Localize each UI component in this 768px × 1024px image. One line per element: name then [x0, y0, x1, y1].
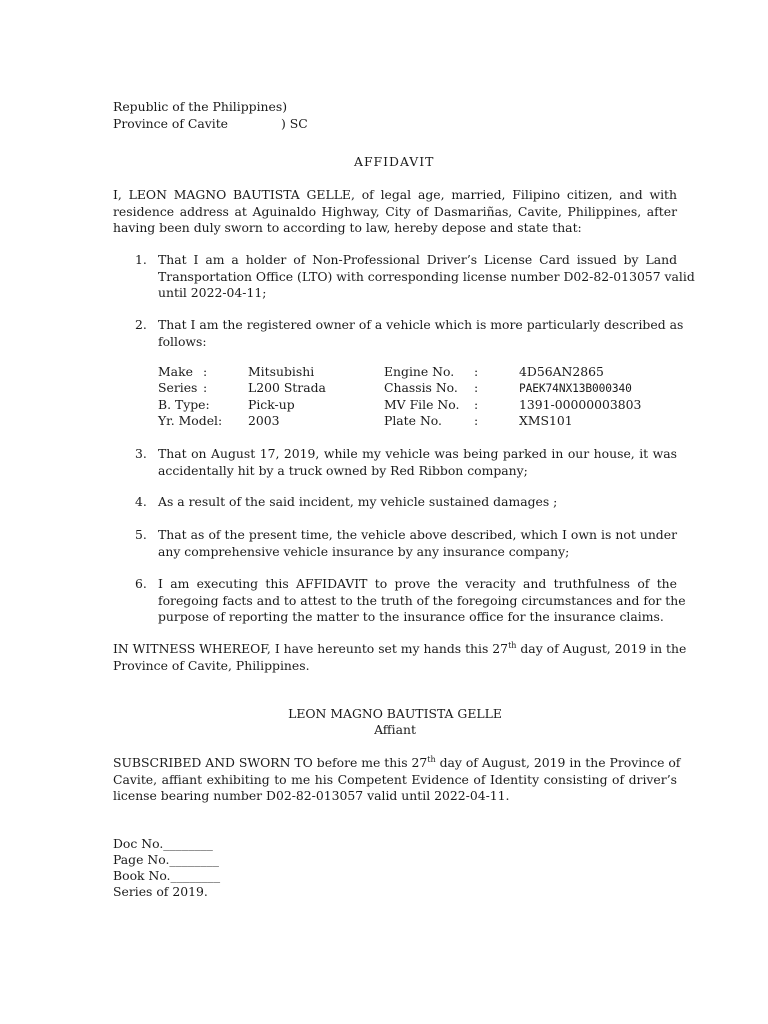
vehicle-value-chassis: PAEK74NX13B000340: [519, 382, 632, 395]
vehicle-label-series: Series: [158, 380, 198, 395]
witness-ordinal-suffix: th: [508, 640, 517, 650]
vehicle-value-plate: XMS101: [519, 413, 573, 428]
jurat-line-1-b: day of August, 2019 in the Province of: [435, 755, 681, 770]
jurat-ordinal-suffix: th: [427, 754, 436, 764]
item-6-line-1: I am executing this AFFIDAVIT to prove the veracity and truthfulness of the: [158, 576, 677, 591]
item-4-text: [158, 494, 677, 511]
document-title: AFFIDAVIT: [354, 154, 435, 169]
intro-paragraph: [113, 187, 677, 237]
item-3-text: [158, 446, 677, 479]
item-5-line-1: That as of the present time, the vehicle above described, which I own is not under: [158, 527, 677, 542]
notarial-book-no: Book No.________: [113, 868, 221, 883]
vehicle-label-engine: Engine No.: [384, 364, 455, 379]
affiant-name: LEON MAGNO BAUTISTA GELLE: [288, 706, 502, 721]
witness-line-1-a: IN WITNESS WHEREOF, I have hereunto set my hands this 27: [113, 641, 509, 656]
item-2-number: 2.: [135, 317, 147, 332]
vehicle-value-body-type: Pick-up: [248, 397, 295, 412]
vehicle-label-year-model: Yr. Model:: [158, 413, 223, 428]
witness-line-1-b: day of August, 2019 in the: [516, 641, 687, 656]
item-5-line-2: any comprehensive vehicle insurance by any insurance company;: [158, 543, 570, 559]
affiant-role: Affiant: [374, 722, 416, 737]
vehicle-value-engine: 4D56AN2865: [519, 364, 604, 379]
item-6-line-2: foregoing facts and to attest to the truth of the foregoing circumstances and for the: [158, 592, 686, 608]
vehicle-label-mv-file: MV File No.: [384, 397, 460, 412]
item-1-number: 1.: [135, 252, 147, 267]
jurat-line-2: Cavite, affiant exhibiting to me his Competent Evidence of Identity consisting of driver’s: [113, 771, 677, 787]
vehicle-sep: :: [474, 397, 479, 412]
item-5-text: [158, 527, 677, 560]
item-6-text: [158, 576, 686, 626]
intro-line-1: I, LEON MAGNO BAUTISTA GELLE, of legal age, married, Filipino citizen, and with: [113, 187, 677, 202]
vehicle-label-plate: Plate No.: [384, 413, 442, 428]
jurat-line-1-a: SUBSCRIBED AND SWORN TO before me this 27: [113, 755, 428, 770]
item-4-number: 4.: [135, 494, 147, 509]
item-5-number: 5.: [135, 527, 147, 542]
header-line-2-left: Province of Cavite: [113, 116, 229, 131]
jurat-line-3: license bearing number D02-82-013057 valid until 2022-04-11.: [113, 788, 510, 803]
item-2-line-2: follows:: [158, 333, 207, 349]
notarial-page-no: Page No.________: [113, 852, 219, 867]
item-1-text: [158, 252, 695, 302]
vehicle-value-year-model: 2003: [248, 413, 280, 428]
vehicle-sep: :: [474, 413, 479, 428]
item-3-number: 3.: [135, 446, 147, 461]
vehicle-sep: :: [474, 364, 479, 379]
item-1-line-3: until 2022-04-11;: [158, 285, 267, 300]
item-1-line-2: Transportation Office (LTO) with corresponding license number D02-82-013057 valid: [158, 268, 695, 284]
vehicle-sep: :: [203, 380, 208, 395]
vehicle-value-series: L200 Strada: [248, 380, 326, 395]
witness-line-2: Province of Cavite, Philippines.: [113, 657, 310, 673]
vehicle-label-body-type: B. Type:: [158, 397, 210, 412]
vehicle-value-mv-file: 1391-00000003803: [519, 397, 642, 412]
intro-line-2: residence address at Aguinaldo Highway, City of Dasmariñas, Cavite, Philippines, after: [113, 203, 677, 219]
vehicle-label-chassis: Chassis No.: [384, 380, 458, 395]
item-3-line-2: accidentally hit by a truck owned by Red Ribbon company;: [158, 462, 528, 478]
header-line-2-right: ) SC: [281, 116, 308, 131]
witness-line-1: [113, 640, 687, 658]
vehicle-value-make: Mitsubishi: [248, 364, 315, 379]
item-1-line-1: That I am a holder of Non-Professional Driver’s License Card issued by Land: [158, 252, 677, 267]
item-4-line-1: As a result of the said incident, my vehicle sustained damages ;: [158, 494, 558, 509]
item-6-number: 6.: [135, 576, 147, 591]
vehicle-label-make: Make: [158, 364, 193, 379]
jurat-line-1: [113, 754, 681, 772]
jurat-paragraph: [113, 754, 681, 805]
item-2-text: [158, 317, 684, 350]
witness-paragraph: [113, 640, 687, 674]
intro-line-3: having been duly sworn to according to law, hereby depose and state that:: [113, 220, 582, 235]
vehicle-sep: :: [474, 380, 479, 395]
vehicle-sep: :: [203, 364, 208, 379]
header-line-1: Republic of the Philippines): [113, 99, 288, 114]
notarial-series: Series of 2019.: [113, 884, 208, 899]
item-3-line-1: That on August 17, 2019, while my vehicle was being parked in our house, it was: [158, 446, 677, 461]
item-2-line-1: That I am the registered owner of a vehicle which is more particularly described as: [158, 317, 684, 332]
notarial-doc-no: Doc No.________: [113, 836, 213, 851]
item-6-line-3: purpose of reporting the matter to the insurance office for the insurance claims.: [158, 609, 664, 624]
